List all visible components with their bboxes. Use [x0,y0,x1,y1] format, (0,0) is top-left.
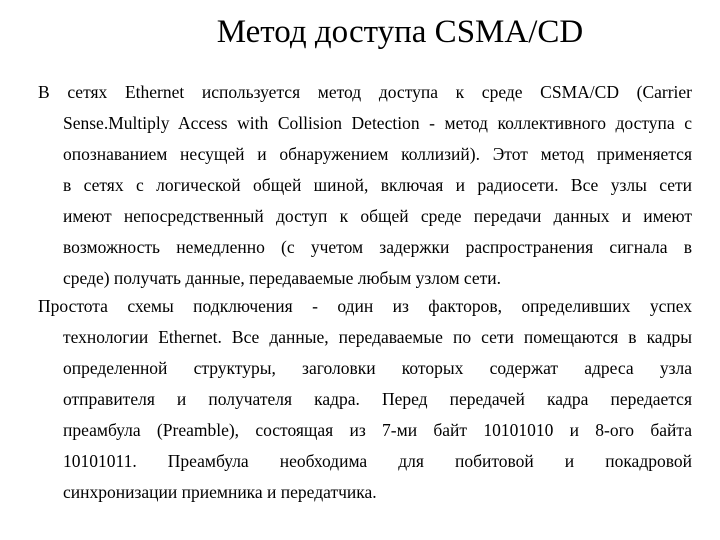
paragraph-line: опознаванием несущей и обнаружением коллизий). Этот метод применяется [63,144,692,164]
paragraph-ethernet-simplicity [38,291,692,508]
paragraph-line: определенной структуры, заголовки которых содержат адреса узла [63,358,692,378]
paragraph-line: среде) получать данные, передаваемые любым узлом сети. [63,268,502,288]
paragraph-line: Простота схемы подключения - один из факторов, определивших успех [38,296,692,316]
paragraph-line: возможность немедленно (с учетом задержки распространения сигнала в [63,237,692,257]
paragraph-line: в сетях с логической общей шиной, включая и радиосети. Все узлы сети [63,175,692,195]
paragraph-line: имеют непосредственный доступ к общей среде передачи данных и имеют [63,206,692,226]
paragraph-line: В сетях Ethernet используется метод доступа к среде CSMA/CD (Carrier [38,82,692,102]
paragraph-line: преамбула (Preamble), состоящая из 7-ми байт 10101010 и 8-ого байта [63,420,692,440]
paragraph-line: синхронизации приемника и передатчика. [63,482,377,502]
slide-title: Метод доступа CSMA/CD [216,14,584,50]
paragraph-csma-cd [38,77,692,294]
paragraph-line: отправителя и получателя кадра. Перед передачей кадра передается [63,389,692,409]
paragraph-line: технологии Ethernet. Все данные, передаваемые по сети помещаются в кадры [63,327,692,347]
paragraph-line: 10101011. Преамбула необходима для побитовой и покадровой [63,451,692,471]
paragraph-line: Sense.Multiply Access with Collision Detection - метод коллективного доступа с [63,113,692,133]
